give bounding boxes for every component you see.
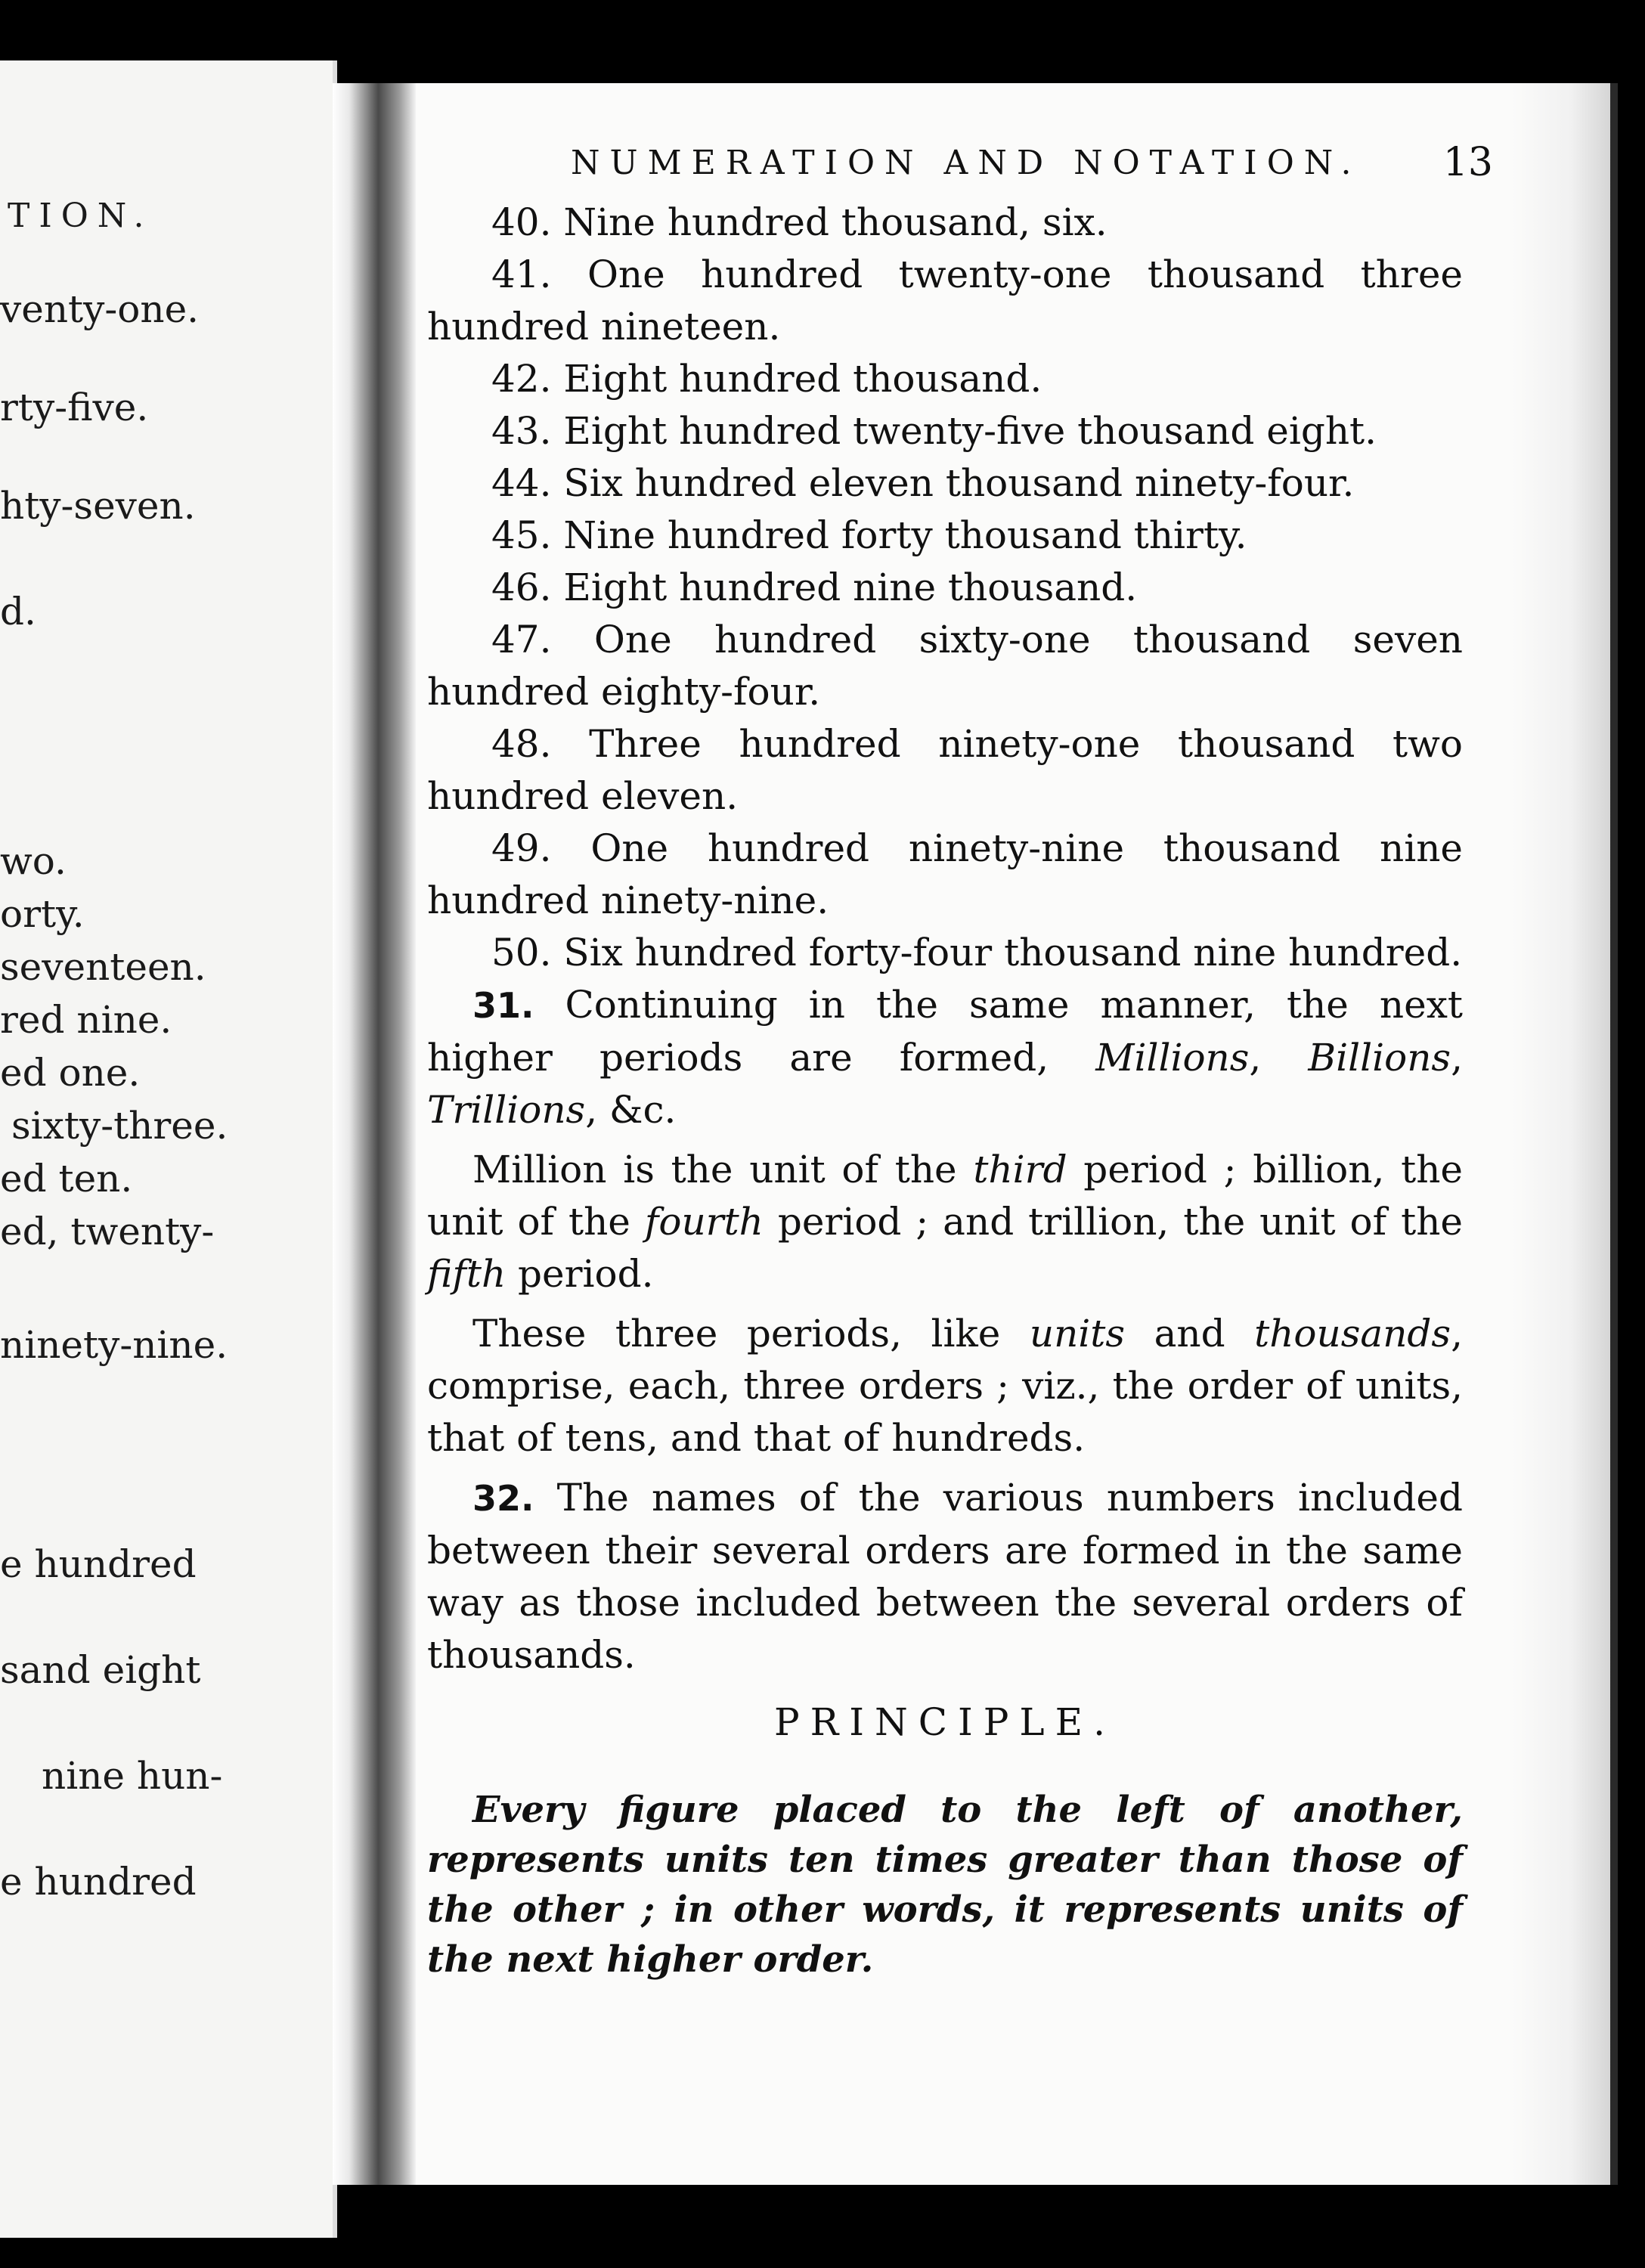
left-fragment: seventeen. — [0, 945, 206, 989]
left-fragment: venty-one. — [0, 287, 200, 331]
left-fragment: wo. — [0, 839, 67, 883]
left-fragment: d. — [0, 590, 36, 634]
section-number: 32. — [472, 1478, 534, 1519]
paragraph-million — [427, 1144, 1463, 1300]
left-fragment: e hundred — [0, 1542, 197, 1586]
left-fragment: ed ten. — [0, 1157, 133, 1201]
separator: , — [1451, 1036, 1463, 1080]
exercise-item: 43. Eight hundred twenty-five thousand eight. — [491, 409, 1377, 453]
left-fragment: ninety-nine. — [0, 1323, 228, 1367]
paragraph-text: and — [1125, 1312, 1255, 1356]
book-gutter-shadow — [333, 83, 416, 2185]
exercise-item: 42. Eight hundred thousand. — [491, 357, 1042, 401]
exercise-item: 49. One hundred ninety-nine thousand nine hundred ninety-nine. — [427, 826, 1463, 922]
left-fragment: hty-seven. — [0, 484, 196, 528]
term-billions: Billions — [1308, 1036, 1451, 1080]
paragraph-text: period. — [506, 1252, 654, 1296]
term-third: third — [973, 1148, 1067, 1191]
left-fragment: ed one. — [0, 1051, 141, 1095]
paragraph-text: Million is the unit of the — [472, 1148, 974, 1191]
section-number: 31. — [472, 985, 534, 1026]
paragraph-text: , &c. — [585, 1088, 677, 1132]
term-millions: Millions — [1095, 1036, 1250, 1080]
exercise-item: 50. Six hundred forty-four thousand nine hundred. — [491, 931, 1463, 974]
exercise-item: 48. Three hundred ninety-one thousand two hundred eleven. — [427, 722, 1463, 818]
paragraph-text: These three periods, like — [472, 1312, 1030, 1356]
paragraph-text: The names of the various numbers included between their several orders are formed in the same way as those included between the several orders of thousands. — [427, 1476, 1463, 1677]
left-fragment: nine hun- — [42, 1754, 223, 1798]
principle-heading: PRINCIPLE. — [773, 1700, 1117, 1744]
paragraph-text: period ; billion, the unit of the — [427, 1148, 1464, 1244]
paragraph-periods — [427, 1308, 1463, 1464]
left-fragment: e hundred — [0, 1860, 197, 1904]
left-fragment: sixty-three. — [11, 1104, 228, 1148]
principle-text: Every figure placed to the left of another, represents units ten times greater than those of the other ; in other words, it represents units of the next higher order. — [427, 1789, 1463, 1981]
page-number: 13 — [1442, 140, 1493, 185]
left-fragment: rty-five. — [0, 386, 149, 429]
exercise-item: 40. Nine hundred thousand, six. — [491, 200, 1108, 244]
exercise-item: 45. Nine hundred forty thousand thirty. — [491, 513, 1247, 557]
term-thousands: thousands — [1254, 1312, 1451, 1356]
paragraph-text: , comprise, each, three orders ; viz., the order of units, that of tens, and that of hundreds. — [427, 1312, 1463, 1460]
exercise-item: 46. Eight hundred nine thousand. — [491, 565, 1138, 609]
term-trillions: Trillions — [427, 1088, 586, 1132]
page-body — [427, 197, 1463, 2021]
page-edge — [1512, 83, 1610, 2185]
exercise-item: 44. Six hundred eleven thousand ninety-four. — [491, 461, 1355, 505]
running-head — [155, 136, 1493, 189]
separator: , — [1249, 1036, 1309, 1080]
paragraph-text: period ; and trillion, the unit of the — [763, 1200, 1463, 1244]
facing-page-left — [0, 60, 337, 2238]
left-fragment: orty. — [0, 892, 85, 936]
left-fragment: TION. — [8, 197, 153, 235]
left-fragment: ed, twenty- — [0, 1210, 215, 1253]
term-fourth: fourth — [644, 1200, 764, 1244]
left-fragment: sand eight — [0, 1648, 201, 1692]
left-fragment: red nine. — [0, 998, 172, 1042]
term-fifth: fifth — [427, 1252, 507, 1296]
exercise-item: 47. One hundred sixty-one thousand seven hundred eighty-four. — [427, 618, 1463, 714]
paragraph-text: Continuing in the same manner, the next higher periods are formed, — [427, 983, 1463, 1080]
exercise-item: 41. One hundred twenty-one thousand three hundred nineteen. — [427, 253, 1463, 349]
paragraph-32 — [427, 1472, 1463, 1681]
term-units: units — [1029, 1312, 1126, 1356]
running-title: NUMERATION AND NOTATION. — [571, 143, 1362, 182]
paragraph-31 — [427, 979, 1463, 1136]
